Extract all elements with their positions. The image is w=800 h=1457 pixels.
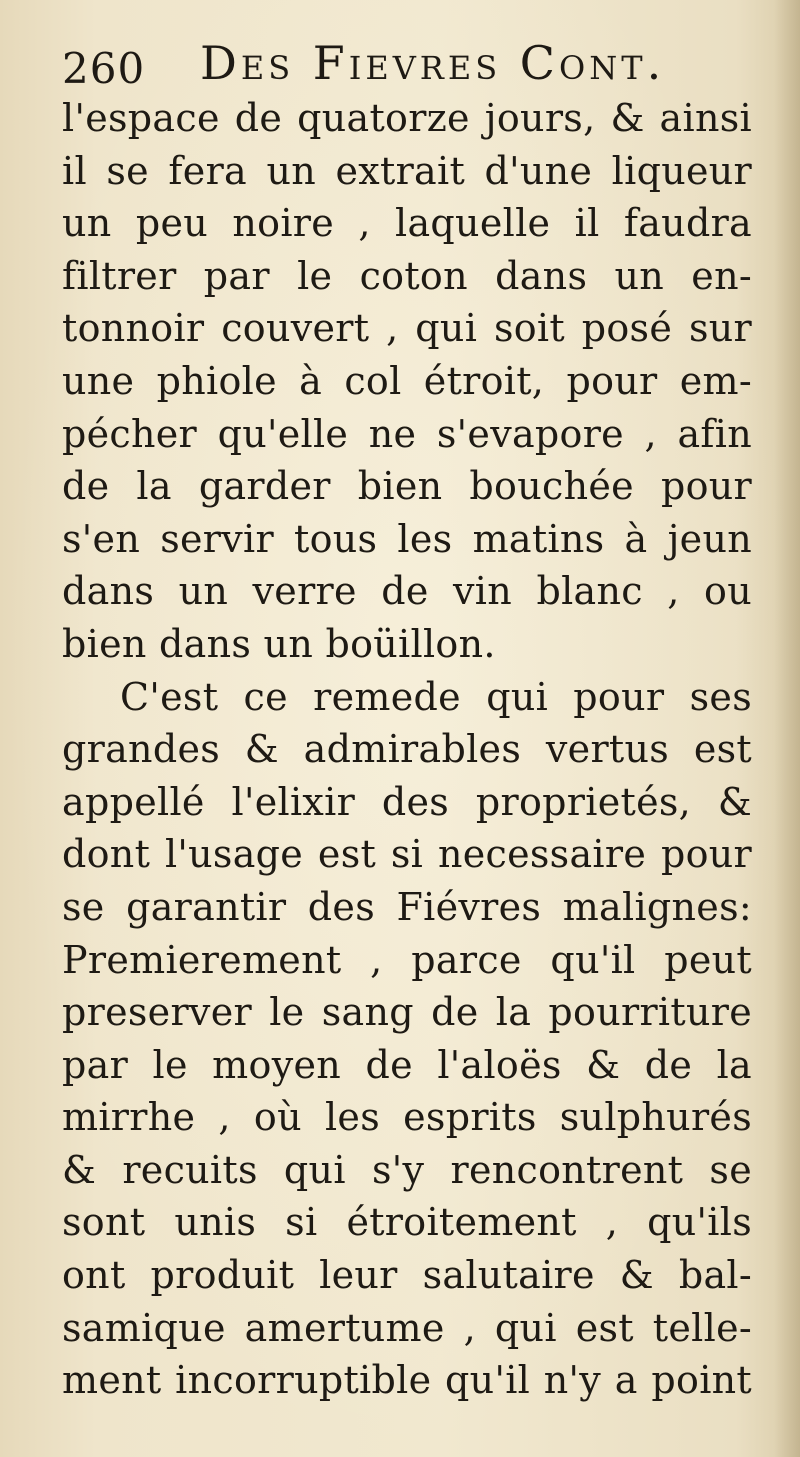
text-line: sont unis si étroitement , qu'ils bbox=[62, 1200, 752, 1245]
text-line: s'en servir tous les matins à jeun bbox=[62, 516, 752, 561]
text-line: par le moyen de l'aloës & de la bbox=[62, 1042, 752, 1087]
running-head: Des Fievres Cont. bbox=[200, 36, 666, 90]
text-line: appellé l'elixir des proprietés, & bbox=[62, 779, 752, 824]
text-line: mirrhe , où les esprits sulphurés bbox=[62, 1095, 752, 1140]
text-line: ont produit leur salutaire & bal- bbox=[62, 1253, 752, 1298]
text-line: Premierement , parce qu'il peut bbox=[62, 937, 752, 982]
text-line: filtrer par le coton dans un en- bbox=[62, 253, 752, 298]
text-line: tonnoir couvert , qui soit posé sur bbox=[62, 306, 752, 351]
page-edge-shadow bbox=[774, 0, 800, 1457]
page-number: 260 bbox=[62, 44, 146, 93]
text-line: de la garder bien bouchée pour bbox=[62, 464, 752, 509]
text-line: grandes & admirables vertus est bbox=[62, 727, 752, 772]
text-line: se garantir des Fiévres malignes: bbox=[62, 884, 752, 929]
text-line: une phiole à col étroit, pour em- bbox=[62, 358, 752, 403]
text-line: il se fera un extrait d'une liqueur bbox=[62, 148, 752, 193]
text-line: preserver le sang de la pourriture bbox=[62, 990, 752, 1035]
text-line: samique amertume , qui est telle- bbox=[62, 1305, 752, 1350]
text-line: dont l'usage est si necessaire pour bbox=[62, 832, 752, 877]
paragraph-end-line: bien dans un boüillon. bbox=[62, 621, 496, 666]
text-line: & recuits qui s'y rencontrent se bbox=[62, 1147, 752, 1192]
text-line: un peu noire , laquelle il faudra bbox=[62, 201, 752, 246]
text-line: dans un verre de vin blanc , ou bbox=[62, 569, 752, 614]
text-line: ment incorruptible qu'il n'y a point bbox=[62, 1358, 752, 1403]
text-line: l'espace de quatorze jours, & ainsi bbox=[62, 96, 752, 140]
body-text bbox=[62, 92, 752, 1407]
paragraph-first-line: C'est ce remede qui pour ses bbox=[120, 674, 752, 719]
text-line: pécher qu'elle ne s'evapore , afin bbox=[62, 411, 752, 456]
